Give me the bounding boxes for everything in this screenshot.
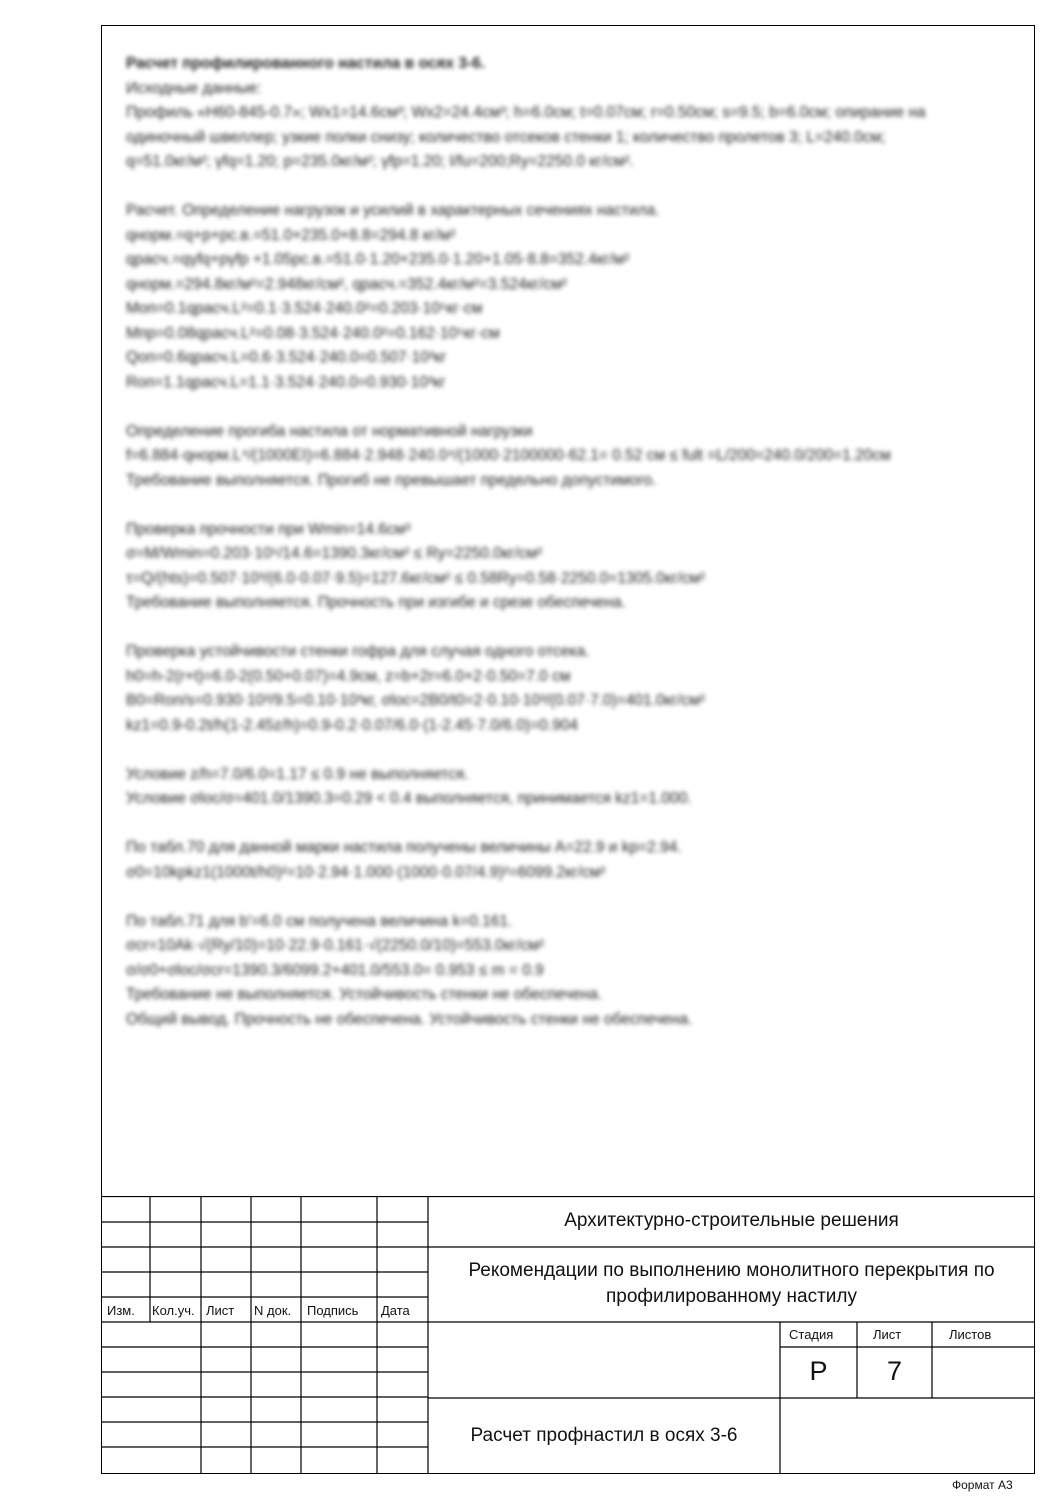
calc-line: Rоп=1.1qрасч.L=1.1·3.524·240.0=0.930·10³кг: [126, 373, 446, 391]
calc-line: σcr=10Ak·√(Ry/10)=10·22.9·0.161·√(2250.0/10)=553.0кг/см²: [126, 937, 545, 954]
calc-line: Требование выполняется. Прочность при изгибе и срезе обеспечена.: [126, 594, 626, 611]
project-title: [428, 1258, 1035, 1310]
calc-line: Определение прогиба настила от нормативной нагрузки: [126, 422, 533, 440]
calc-line: qнорм.=q+p+pс.в.=51.0+235.0+8.8=294.8 кг/м²: [126, 226, 456, 244]
calc-line: одиночный швеллер; узкие полки снизу; количество отсеков стенки 1; количество пролетов 3; L=240.0см;: [126, 128, 886, 146]
calc-line: Mпр=0.08qрасч.L²=0.08·3.524·240.0²=0.162·10⁵кг·см: [126, 324, 500, 342]
calc-line: Проверка прочности при Wmin=14.6см³: [126, 520, 411, 538]
calc-line: Требование выполняется. Прогиб не превышает предельно допустимого.: [126, 471, 657, 489]
project-title-line-1: Рекомендации по выполнению монолитного перекрытия по: [468, 1260, 995, 1281]
col-header-signature: Подпись: [307, 1303, 359, 1318]
section-title: Архитектурно-строительные решения: [564, 1210, 899, 1231]
calc-line: По табл.71 для b'=6.0 см получена величина k=0.161.: [126, 912, 513, 930]
calc-paragraph: [126, 763, 1006, 812]
calc-line: Исходные данные:: [126, 79, 262, 97]
calc-line: Qоп=0.6qрасч.L=0.6·3.524·240.0=0.507·10³кг: [126, 349, 447, 366]
calc-line: Профиль «Н60-845-0.7»; Wx1=14.6см³; Wx2=24.4см³; h=6.0см; t=0.07см; r=0.50см; s=9.5; b=6.0см; опирание на: [126, 104, 926, 121]
sheets-label: Листов: [949, 1327, 992, 1342]
calc-line: kz1=0.9-0.2t/h(1-2.45z/h)=0.9-0.2·0.07/6.0·(1-2.45·7.0/6.0)=0.904: [126, 716, 578, 734]
stage-label: Стадия: [789, 1327, 834, 1342]
calculation-text: [126, 52, 1006, 1057]
calc-line: σ/σ0+σloc/σcr=1390.3/6099.2+401.0/553.0= 0.953 ≤ m = 0.9: [126, 961, 544, 979]
col-header-count: Кол.уч.: [152, 1303, 195, 1318]
calc-line: σ=M/Wmin=0.203·10⁵/14.6=1390.3кг/см² ≤ Ry=2250.0кг/см²: [126, 545, 543, 562]
calc-line: τ=Q/(hts)=0.507·10³/(6.0·0.07·9.5)=127.6кг/см² ≤ 0.58Ry=0.58·2250.0=1305.0кг/см²: [126, 569, 706, 587]
calc-line: h0=h-2(r+t)=6.0-2(0.50+0.07)=4.9см, z=b+2r=6.0+2·0.50=7.0 см: [126, 667, 571, 685]
calc-paragraph: [126, 52, 1006, 175]
calc-line: Mоп=0.1qрасч.L²=0.1·3.524·240.0²=0.203·10⁵кг·см: [126, 300, 483, 317]
sheet-number: 7: [886, 1356, 903, 1386]
col-header-doc-number: N док.: [254, 1303, 292, 1318]
sheet-label: Лист: [873, 1327, 902, 1342]
title-block: [101, 1196, 1035, 1474]
format-label: Формат А3: [952, 1478, 1013, 1492]
calc-line: σ0=10kpkz1(1000t/h0)²=10·2.94·1.000·(1000·0.07/4.9)²=6099.2кг/см²: [126, 863, 606, 881]
calc-line: Условие σloc/σ=401.0/1390.3=0.29 < 0.4 выполняется, принимается kz1=1.000.: [126, 790, 692, 807]
calc-line: Проверка устойчивости стенки гофра для случая одного отсека.: [126, 643, 590, 660]
calc-line: Расчет. Определение нагрузок и усилий в характерных сечениях настила.: [126, 202, 660, 219]
calc-line: q=51.0кг/м²; γfq=1.20; p=235.0кг/м²; γfp=1.20; l/fu=200;Ry=2250.0 кг/см².: [126, 153, 634, 170]
calc-paragraph: [126, 836, 1006, 885]
col-header-date: Дата: [381, 1303, 410, 1318]
calc-line: Требование не выполняется. Устойчивость стенки не обеспечена.: [126, 986, 603, 1003]
calc-line: По табл.70 для данной марки настила получены величины A=22.9 и kp=2.94.: [126, 839, 682, 856]
calc-paragraph: [126, 640, 1006, 738]
calc-line: qнорм.=294.8кг/м²=2.948кг/см², qрасч.=352.4кг/м²=3.524кг/см²: [126, 275, 567, 293]
calc-line: B0=Rоп/s=0.930·10³/9.5=0.10·10³кг, σloc=2B0/t0=2·0.10·10³/(0.07·7.0)=401.0кг/см²: [126, 692, 705, 709]
calc-line: Условие z/h=7.0/6.0=1.17 ≤ 0.9 не выполняется.: [126, 765, 469, 783]
calc-line: Расчет профилированного настила в осях 3-6.: [126, 55, 486, 72]
calc-paragraph: [126, 199, 1006, 395]
calc-paragraph: [126, 910, 1006, 1033]
col-header-change: Изм.: [107, 1303, 135, 1318]
calc-line: Общий вывод. Прочность не обеспечена. Устойчивость стенки не обеспечена.: [126, 1010, 693, 1028]
sheet-title: Расчет профнастил в осях 3-6: [470, 1425, 738, 1446]
calc-line: qрасч.=qγfq+pγfp +1.05pс.в.=51.0·1.20+235.0·1.20+1.05·8.8=352.4кг/м²: [126, 251, 630, 268]
col-header-sheet: Лист: [206, 1303, 235, 1318]
project-title-line-2: профилированному настилу: [605, 1286, 858, 1307]
calc-paragraph: [126, 420, 1006, 494]
calc-paragraph: [126, 518, 1006, 616]
stage-value: Р: [809, 1356, 828, 1386]
calc-line: f=6.884·qнорм.L⁴/(1000EI)=6.884·2.948·240.0⁴/(1000·2100000·62.1= 0.52 см ≤ fult =L/200=240.0/200=1.20см: [126, 447, 891, 464]
